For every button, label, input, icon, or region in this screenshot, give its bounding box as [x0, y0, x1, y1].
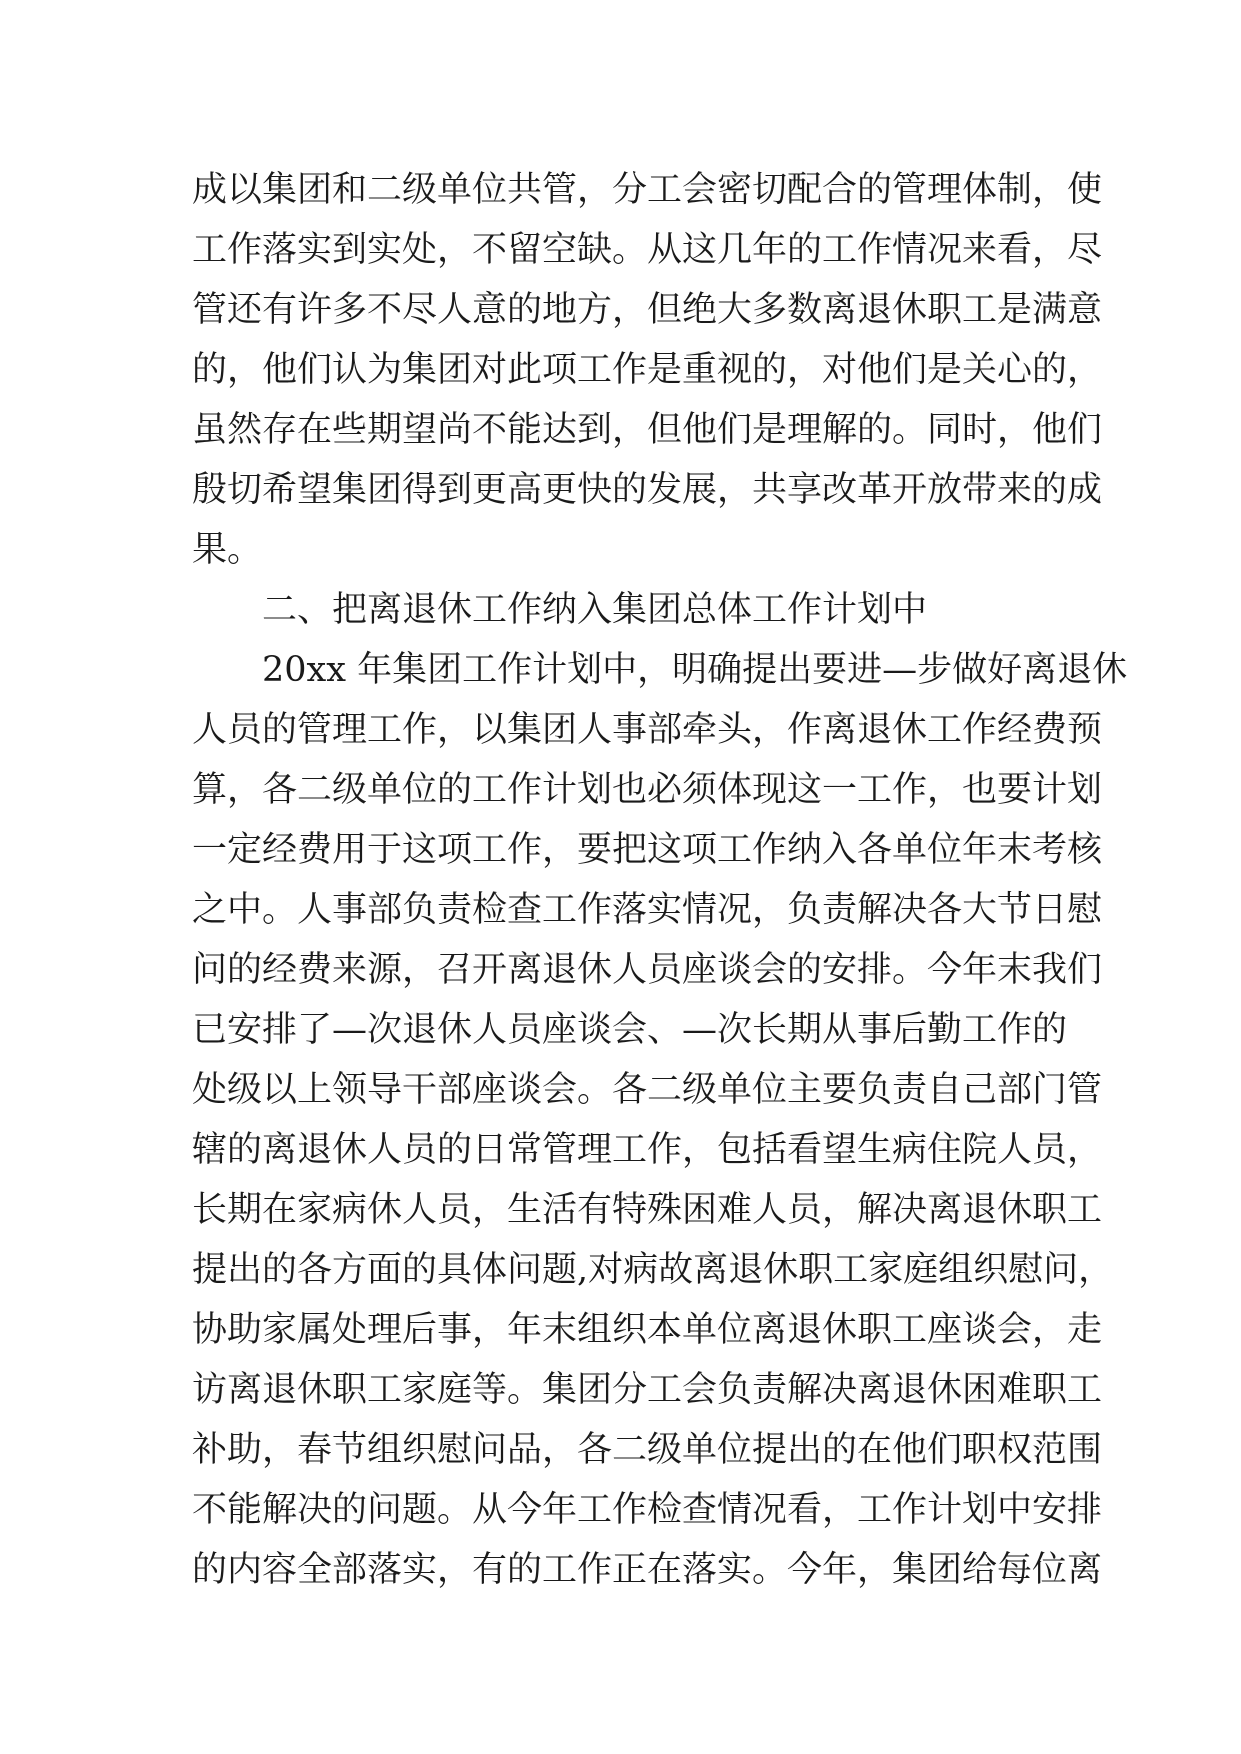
paragraph-line: 访离退休职工家庭等。集团分工会负责解决离退休困难职工	[192, 1370, 1103, 1410]
paragraph-line: 殷切希望集团得到更高更快的发展，共享改革开放带来的成	[192, 470, 1103, 510]
paragraph-line: 的，他们认为集团对此项工作是重视的，对他们是关心的，	[192, 350, 1103, 390]
paragraph-line: 一定经费用于这项工作，要把这项工作纳入各单位年末考核	[192, 830, 1103, 870]
paragraph-line: 工作落实到实处，不留空缺。从这几年的工作情况来看，尽	[192, 230, 1103, 270]
paragraph-line: 之中。人事部负责检查工作落实情况，负责解决各大节日慰	[192, 890, 1103, 930]
paragraph-line: 成以集团和二级单位共管，分工会密切配合的管理体制，使	[192, 170, 1103, 210]
paragraph-line: 处级以上领导干部座谈会。各二级单位主要负责自己部门管	[192, 1070, 1103, 1110]
section-heading: 二、把离退休工作纳入集团总体工作计划中	[262, 590, 928, 630]
paragraph-line: 问的经费来源，召开离退休人员座谈会的安排。今年末我们	[192, 950, 1103, 990]
paragraph-line: 虽然存在些期望尚不能达到，但他们是理解的。同时，他们	[192, 410, 1103, 450]
paragraph-line: 算，各二级单位的工作计划也必须体现这一工作，也要计划	[192, 770, 1103, 810]
paragraph-line: 辖的离退休人员的日常管理工作，包括看望生病住院人员，	[192, 1130, 1103, 1170]
paragraph-line: 提出的各方面的具体问题,对病故离退休职工家庭组织慰问，	[192, 1250, 1114, 1290]
paragraph-line: 管还有许多不尽人意的地方，但绝大多数离退休职工是满意	[192, 290, 1103, 330]
paragraph-line: 人员的管理工作，以集团人事部牵头，作离退休工作经费预	[192, 710, 1103, 750]
paragraph-line: 长期在家病休人员，生活有特殊困难人员，解决离退休职工	[192, 1190, 1103, 1230]
paragraph-line: 不能解决的问题。从今年工作检查情况看，工作计划中安排	[192, 1490, 1103, 1530]
paragraph-line: 20xx 年集团工作计划中，明确提出要进—步做好离退休	[262, 650, 1128, 690]
paragraph-line: 果。	[192, 530, 263, 570]
paragraph-line: 补助，春节组织慰问品，各二级单位提出的在他们职权范围	[192, 1430, 1103, 1470]
paragraph-line: 的内容全部落实，有的工作正在落实。今年，集团给每位离	[192, 1550, 1103, 1590]
paragraph-line: 协助家属处理后事，年末组织本单位离退休职工座谈会，走	[192, 1310, 1103, 1350]
document-body	[192, 160, 1128, 1600]
paragraph-line: 已安排了—次退休人员座谈会、—次长期从事后勤工作的	[192, 1010, 1068, 1050]
